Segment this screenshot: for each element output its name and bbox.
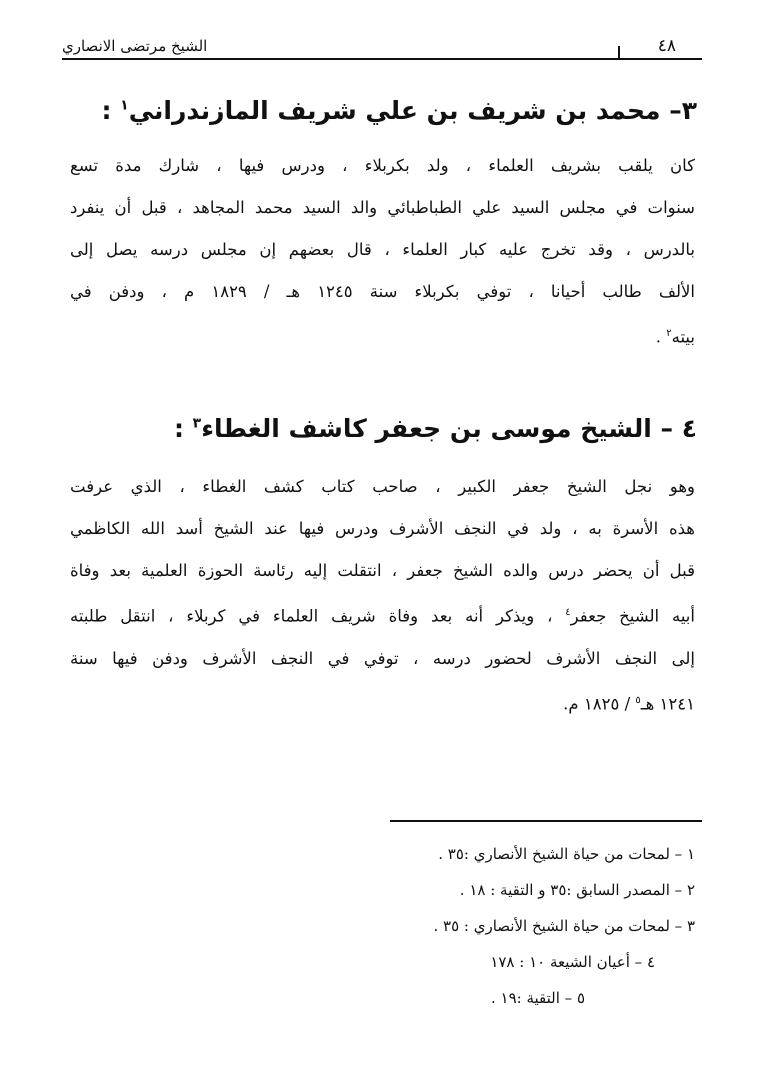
footnote-marker-1: ١ [120,97,129,114]
running-title: الشيخ مرتضى الانصاري [62,37,208,55]
heading-colon: : [173,414,193,443]
footnote-item: ٥ – التقية :١٩ . [490,989,585,1007]
section-heading-4-text: ٤ – الشيخ موسى بن جعفر كاشف الغطاء [201,414,697,443]
footnote-marker-4: ٤ [565,607,571,618]
section-4-body [70,466,695,725]
paragraph-line [70,592,695,638]
footnote-item: ٤ – أعيان الشيعة ١٠ : ١٧٨ [490,953,655,971]
paragraph-line: وهو نجل الشيخ جعفر الكبير ، صاحب كتاب كشف الغطاء ، الذي عرفت [70,477,695,496]
paragraph-line [70,313,695,359]
footnote-item: ١ – لمحات من حياة الشيخ الأنصاري :٣٥ . [438,845,695,863]
section-heading-3 [60,96,697,125]
paragraph-line: بالدرس ، وقد تخرج عليه كبار العلماء ، قال بعضهم إن مجلس درسه يصل إلى [70,240,695,259]
header-tick [618,46,620,60]
paragraph-text: بيته [671,327,695,347]
section-heading-3-text: ٣– محمد بن شريف بن علي شريف المازندراني [128,96,697,125]
footnote-marker-2: ٢ [666,328,672,339]
paragraph-text: ١٢٤١ هـ [640,694,695,713]
section-heading-4 [60,414,697,443]
footnote-marker-3: ٣ [192,415,202,432]
page-header [62,34,702,60]
paragraph-text: / ١٨٢٥ م. [563,694,636,713]
section-3-body [70,145,695,359]
paragraph-line: هذه الأسرة به ، ولد في النجف الأشرف ودرس فيها عند الشيخ أسد الله الكاظمي [70,519,695,538]
paragraph-line: قبل أن يحضر درس والده الشيخ جعفر ، انتقلت إليه رئاسة الحوزة العلمية بعد وفاة [70,561,695,580]
paragraph-text: ، ويذكر أنه بعد وفاة شريف العلماء في كربلاء ، انتقل طلبته [70,606,566,626]
footnote-separator [390,820,702,822]
footnotes [235,836,695,1016]
heading-colon: : [101,96,121,125]
footnote-item: ٣ – لمحات من حياة الشيخ الأنصاري : ٣٥ . [433,917,695,935]
page-number: ٤٨ [657,36,676,56]
paragraph-line: إلى النجف الأشرف لحضور درسه ، توفي في النجف الأشرف ودفن فيها سنة [70,648,695,668]
paragraph-line: الألف طالب أحيانا ، توفي بكربلاء سنة ١٢٤٥ هـ / ١٨٢٩ م ، ودفن في [70,282,695,301]
footnote-marker-5: ٥ [635,694,641,706]
paragraph-line: سنوات في مجلس السيد علي الطباطبائي والد السيد محمد المجاهد ، قبل أن ينفرد [70,198,695,217]
paragraph-line: كان يلقب بشريف العلماء ، ولد بكربلاء ، ودرس فيها ، شارك مدة تسع [70,156,695,175]
paragraph-line [70,680,695,726]
footnote-item: ٢ – المصدر السابق :٣٥ و التقية : ١٨ . [459,881,695,899]
paragraph-text: . [655,327,667,347]
paragraph-text: أبيه الشيخ جعفر [570,606,695,626]
